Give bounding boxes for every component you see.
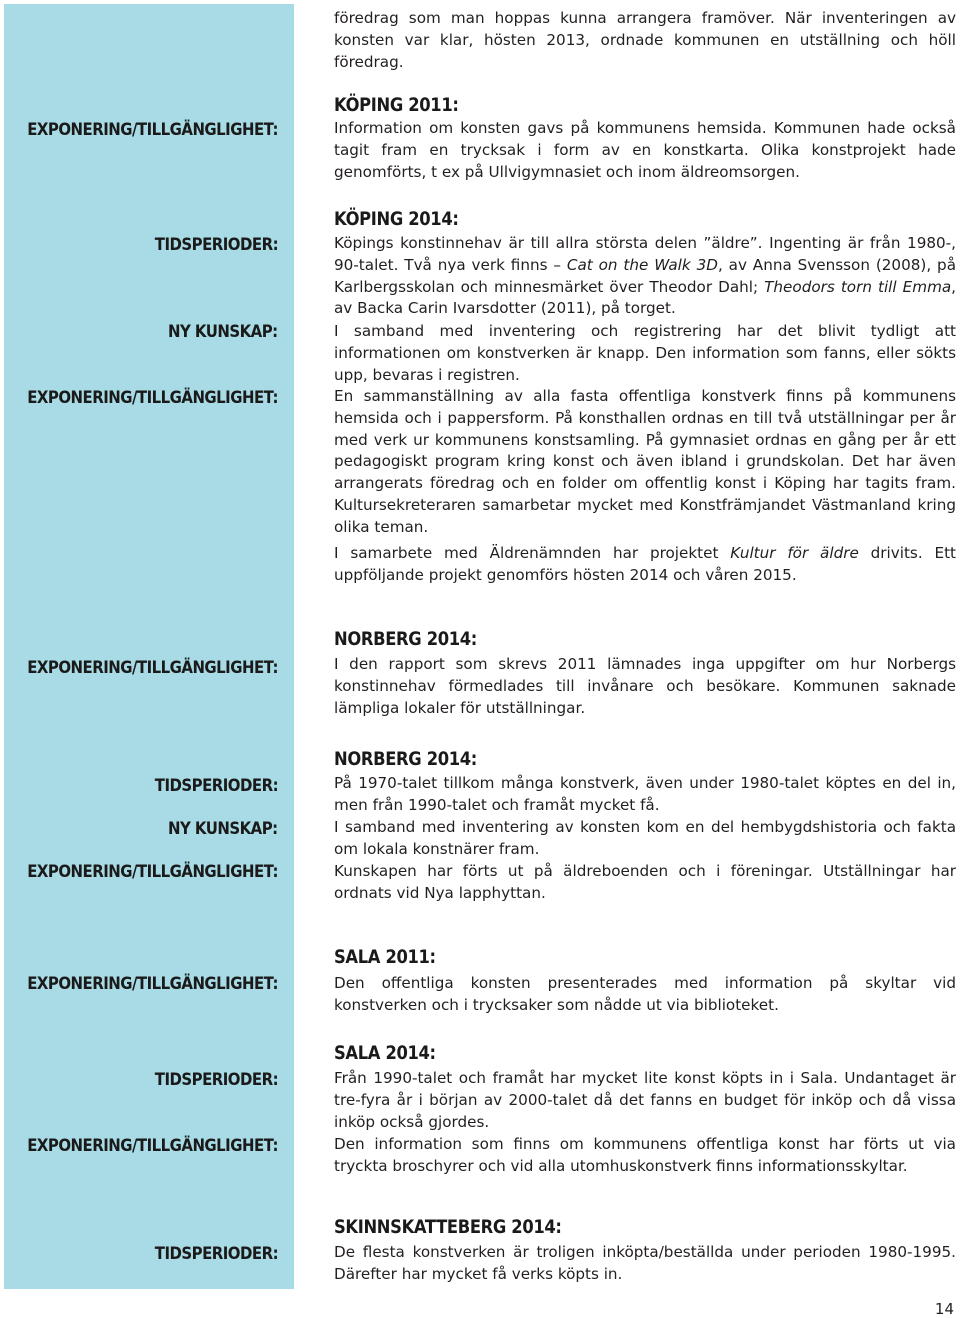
section-paragraph: En sammanställning av alla fasta offentliga konstverk finns på kommunens hemsida och i pappersform. På konsthallen ordnas en till två utställningar per år med verk ur kommunens konstsamling. På gymnasiet ordnas en gång per år ett pedagogiskt program kring konst och även ibland i grundskolan. Det har även arrangerats föredrag och en folder om offentlig konst i Köping har tagits fram. Kultursekreteraren samarbetar mycket med Konstfrämjandet Västmanland kring olika teman. (334, 387, 956, 536)
label-sidebar (4, 4, 294, 1289)
section-paragraph: Den information som finns om kommunens offentliga konst har förts ut via tryckta broschyrer och vid alla utomhuskonstverk finns informationsskyltar. (334, 1135, 956, 1175)
label-tidsperioder: TIDSPERIODER: (154, 235, 278, 255)
section-paragraph: Den offentliga konsten presenterades med information på skyltar vid konstverken och i trycksaker som nådde ut via biblioteket. (334, 974, 956, 1014)
section-heading: KÖPING 2011: (334, 94, 459, 116)
section-heading: SKINNSKATTEBERG 2014: (334, 1216, 562, 1238)
section-heading: NORBERG 2014: (334, 748, 477, 770)
label-tidsperioder: TIDSPERIODER: (154, 1070, 278, 1090)
label-ny-kunskap: NY KUNSKAP: (168, 322, 278, 342)
label-exponering: EXPONERING/TILLGÄNGLIGHET: (27, 974, 278, 994)
section-paragraph: Kunskapen har förts ut på äldreboenden och i föreningar. Utställningar har ordnats vid Nya lapphyttan. (334, 862, 956, 902)
section-heading: SALA 2014: (334, 1042, 436, 1064)
artwork-title: Theodors torn till Emma (764, 277, 952, 296)
label-exponering: EXPONERING/TILLGÄNGLIGHET: (27, 658, 278, 678)
label-exponering: EXPONERING/TILLGÄNGLIGHET: (27, 120, 278, 140)
label-ny-kunskap: NY KUNSKAP: (168, 819, 278, 839)
page-number: 14 (934, 1300, 954, 1318)
artwork-title: Cat on the Walk 3D (566, 255, 718, 274)
section-paragraph: I den rapport som skrevs 2011 lämnades inga uppgifter om hur Norbergs konstinnehav förmedlades till invånare och besökare. Kommunen saknade lämpliga lokaler för utställningar. (334, 655, 956, 717)
section-paragraph: I samband med inventering av konsten kom en del hembygdshistoria och fakta om lokala konstnärer fram. (334, 818, 956, 858)
section-paragraph: På 1970-talet tillkom många konstverk, även under 1980-talet köptes en del in, men från 1990-talet och framåt mycket få. (334, 774, 956, 814)
label-tidsperioder: TIDSPERIODER: (154, 1244, 278, 1264)
section-heading: SALA 2011: (334, 946, 436, 968)
intro-paragraph: föredrag som man hoppas kunna arrangera framöver. När inventeringen av konsten var klar, hösten 2013, ordnade kommunen en utställning och höll föredrag. (334, 9, 956, 71)
section-heading: KÖPING 2014: (334, 208, 459, 230)
section-paragraph: I samarbete med Äldrenämnden har projektet Kultur för äldre drivits. Ett uppföljande projekt genomförs hösten 2014 och våren 2015. (334, 544, 957, 584)
label-exponering: EXPONERING/TILLGÄNGLIGHET: (27, 862, 278, 882)
section-heading: NORBERG 2014: (334, 628, 477, 650)
label-exponering: EXPONERING/TILLGÄNGLIGHET: (27, 388, 278, 408)
section-paragraph: Information om konsten gavs på kommunens hemsida. Kommunen hade också tagit fram en trycksak i form av en konstkarta. Olika konstprojekt hade genomförts, t ex på Ullvigymnasiet och inom äldreomsorgen. (334, 119, 956, 181)
section-paragraph: Köpings konstinnehav är till allra största delen ”äldre”. Ingenting är från 1980-, 90-talet. Två nya verk finns – Cat on the Walk 3D, av Anna Svensson (2008), på Karlbergsskolan och minnesmärket över Theodor Dahl; Theodors torn till Emma, av Backa Carin Ivarsdotter (2011), på torget. (334, 234, 956, 318)
section-paragraph: Från 1990-talet och framåt har mycket lite konst köpts in i Sala. Undantaget är tre-fyra år i början av 2000-talet då det fanns en budget för inköp och då vissa inköp också gjordes. (334, 1069, 956, 1131)
project-title: Kultur för äldre (730, 544, 859, 562)
label-exponering: EXPONERING/TILLGÄNGLIGHET: (27, 1136, 278, 1156)
section-paragraph: I samband med inventering och registrering har det blivit tydligt att informationen om konstverken är knapp. Den information som fanns, eller sökts upp, bevaras i registren. (334, 322, 956, 384)
section-paragraph: De flesta konstverken är troligen inköpta/beställda under perioden 1980-1995. Därefter har mycket få verks köpts in. (334, 1243, 956, 1283)
label-tidsperioder: TIDSPERIODER: (154, 776, 278, 796)
